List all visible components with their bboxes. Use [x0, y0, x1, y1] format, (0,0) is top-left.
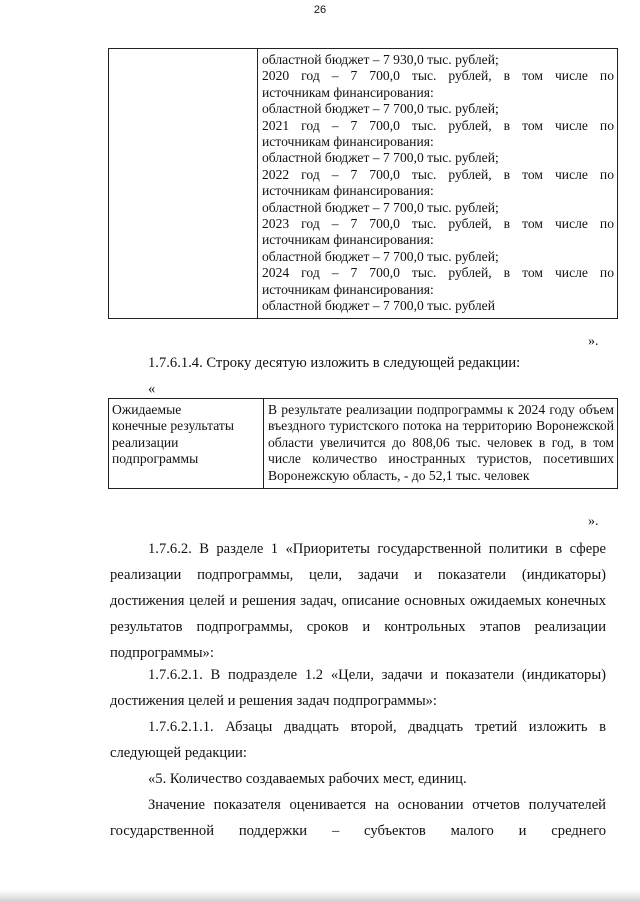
financing-line: областной бюджет – 7 700,0 тыс. рублей; — [262, 150, 499, 166]
expected-results-text-cell: В результате реализации подпрограммы к 2024 году объем въездного туристского потока на территорию Воронежской области увеличится до 808,06 тыс. человек в год, в том числе количество иностранных туристов, посетивших Воронежскую область, - до 52,1 тыс. человек — [264, 399, 618, 489]
paragraph-item-5: «5. Количество создаваемых рабочих мест, единиц. — [148, 771, 467, 787]
financing-line: 2020 год – 7 700,0 тыс. рублей, в том числе по — [262, 68, 614, 84]
paragraph-1-7-6-2-1: 1.7.6.2.1. В подразделе 1.2 «Цели, задачи и показатели (индикаторы) достижения целей и решения задач подпрограммы»: — [110, 667, 606, 709]
paragraph-1-7-6-2-1-1: 1.7.6.2.1.1. Абзацы двадцать второй, двадцать третий изложить в следующей редакции: — [110, 719, 606, 761]
paragraph-1-7-6-1-4: 1.7.6.1.4. Строку десятую изложить в следующей редакции: — [148, 355, 521, 371]
financing-table-left-cell — [109, 49, 258, 319]
opening-quote: « — [148, 381, 156, 397]
financing-line: источникам финансирования: — [262, 281, 434, 297]
financing-line: источникам финансирования: — [262, 134, 434, 150]
label-line: подпрограммы — [112, 451, 199, 467]
paragraph-indicator-value: Значение показателя оценивается на основании отчетов получателей государственной поддержки – субъектов малого и среднего — [110, 797, 606, 839]
financing-line: 2024 год – 7 700,0 тыс. рублей, в том числе по — [262, 265, 614, 281]
financing-line: областной бюджет – 7 930,0 тыс. рублей; — [262, 52, 499, 67]
financing-line: 2021 год – 7 700,0 тыс. рублей, в том числе по — [262, 117, 614, 133]
scan-bottom-edge — [0, 890, 640, 902]
financing-line: 2023 год – 7 700,0 тыс. рублей, в том числе по — [262, 216, 614, 232]
label-line: конечные результаты — [112, 418, 234, 434]
financing-line: источникам финансирования: — [262, 84, 434, 100]
financing-line: областной бюджет – 7 700,0 тыс. рублей — [262, 298, 495, 314]
expected-results-label-cell — [109, 399, 264, 489]
financing-line: областной бюджет – 7 700,0 тыс. рублей; — [262, 101, 499, 117]
expected-results-table — [108, 398, 618, 489]
financing-line: областной бюджет – 7 700,0 тыс. рублей; — [262, 199, 499, 215]
label-line: реализации — [112, 434, 179, 450]
page-number: 26 — [313, 4, 327, 16]
financing-line: источникам финансирования: — [262, 232, 434, 248]
financing-line: областной бюджет – 7 700,0 тыс. рублей; — [262, 248, 499, 264]
financing-line: источникам финансирования: — [262, 183, 434, 199]
financing-table — [108, 48, 618, 319]
label-line: Ожидаемые — [112, 402, 182, 417]
financing-line: 2022 год – 7 700,0 тыс. рублей, в том числе по — [262, 166, 614, 182]
paragraph-1-7-6-2: 1.7.6.2. В разделе 1 «Приоритеты государственной политики в сфере реализации подпрограммы, цели, задачи и показатели (индикаторы) достижения целей и решения задач, описание основных ожидаемых конечных результатов подпрограммы, сроков и контрольных этапов реализации подпрограммы»: — [110, 541, 606, 661]
closing-quote-1: ». — [588, 334, 599, 349]
financing-table-right-cell — [258, 49, 618, 319]
closing-quote-2: ». — [588, 514, 599, 529]
